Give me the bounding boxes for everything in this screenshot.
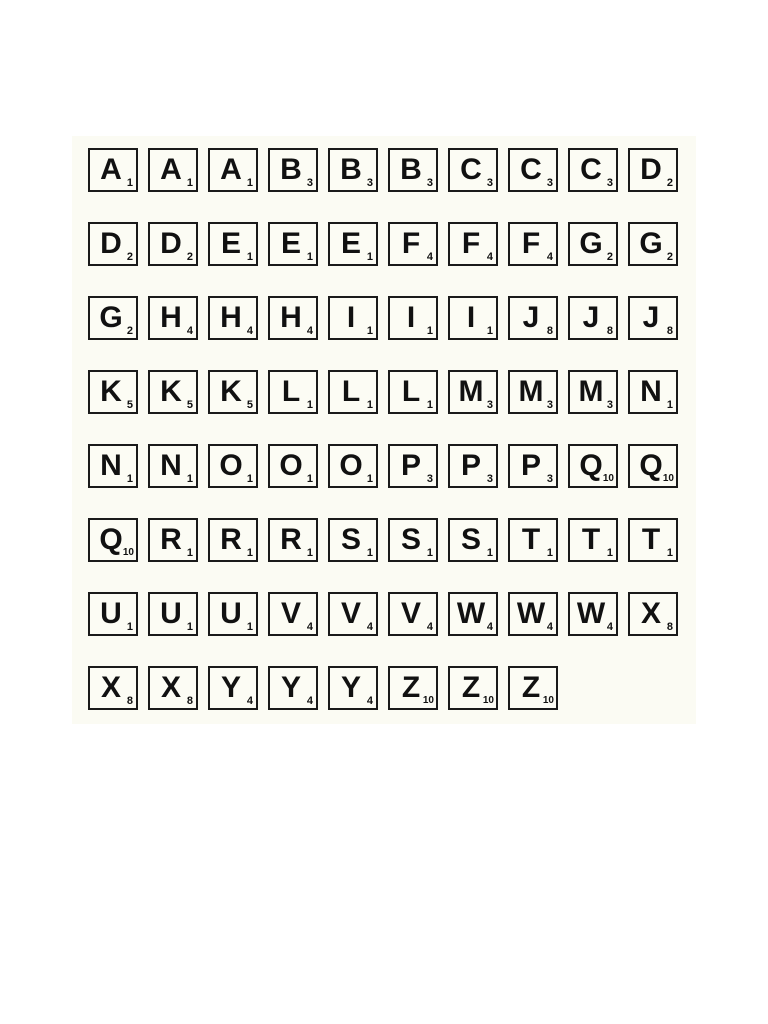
- tile-letter: G: [639, 227, 663, 260]
- tile-points: 1: [126, 621, 133, 633]
- letter-tile: [88, 666, 138, 710]
- tile-letter: D: [160, 227, 182, 260]
- letter-tile: [148, 222, 198, 266]
- tile-letter: B: [400, 153, 422, 186]
- letter-tile: [88, 296, 138, 340]
- letter-tile: [328, 666, 378, 710]
- letter-tile: [388, 296, 438, 340]
- letter-tile: [628, 592, 678, 636]
- letter-tile: [508, 666, 558, 710]
- tile-points: 2: [126, 251, 133, 263]
- letter-tile: [388, 148, 438, 192]
- tile-points: 3: [546, 177, 553, 189]
- tile-points: 3: [606, 177, 613, 189]
- tile-points: 4: [366, 621, 373, 633]
- tile-letter: W: [516, 597, 546, 630]
- tile-points: 8: [126, 695, 133, 707]
- letter-tile: [88, 592, 138, 636]
- tile-points: 1: [366, 473, 373, 485]
- tile-letter: K: [220, 375, 242, 408]
- tile-points: 1: [126, 177, 133, 189]
- letter-tile: [268, 518, 318, 562]
- tile-points: 1: [246, 547, 253, 559]
- tile-points: 3: [486, 399, 493, 411]
- tile-letter: J: [522, 301, 540, 334]
- tile-points: 1: [606, 547, 613, 559]
- tile-letter: R: [160, 523, 182, 556]
- letter-tile: [268, 444, 318, 488]
- letter-tile: [208, 444, 258, 488]
- letter-tile: [208, 592, 258, 636]
- tile-points: 1: [246, 251, 253, 263]
- tile-letter: U: [100, 597, 122, 630]
- tile-letter: Q: [99, 523, 123, 556]
- tile-letter: B: [340, 153, 362, 186]
- letter-tile: [388, 222, 438, 266]
- tile-points: 4: [426, 621, 433, 633]
- tile-points: 1: [426, 547, 433, 559]
- tile-points: 1: [306, 547, 313, 559]
- tile-points: 3: [546, 473, 553, 485]
- tile-points: 1: [486, 547, 493, 559]
- tile-points: 1: [666, 399, 673, 411]
- letter-tile: [148, 666, 198, 710]
- letter-tile: [628, 518, 678, 562]
- tile-points: 4: [606, 621, 613, 633]
- tile-letter: M: [578, 375, 604, 408]
- tile-letter: V: [340, 597, 361, 630]
- tile-points: 1: [546, 547, 553, 559]
- letter-tile: [328, 518, 378, 562]
- tile-letter: L: [281, 375, 301, 408]
- tile-points: 4: [246, 695, 253, 707]
- tile-letter: N: [640, 375, 662, 408]
- letter-tile: [328, 444, 378, 488]
- tile-points: 10: [662, 473, 674, 484]
- tile-points: 1: [246, 621, 253, 633]
- tile-letter: B: [280, 153, 302, 186]
- letter-tile: [448, 592, 498, 636]
- tile-letter: F: [461, 227, 481, 260]
- tile-points: 1: [426, 325, 433, 337]
- letter-tile: [328, 370, 378, 414]
- letter-tile: [508, 444, 558, 488]
- letter-tile: [328, 296, 378, 340]
- tile-letter: P: [460, 449, 481, 482]
- letter-tile: [208, 296, 258, 340]
- letter-tile: [88, 148, 138, 192]
- tile-letter: C: [520, 153, 542, 186]
- tile-points: 3: [546, 399, 553, 411]
- tile-points: 5: [246, 399, 253, 411]
- tile-points: 4: [426, 251, 433, 263]
- tile-points: 5: [126, 399, 133, 411]
- tile-points: 8: [186, 695, 193, 707]
- letter-tile: [88, 518, 138, 562]
- letter-tile: [628, 296, 678, 340]
- tile-letter: T: [581, 523, 601, 556]
- letter-tile: [448, 666, 498, 710]
- letter-tile: [208, 370, 258, 414]
- tile-points: 1: [666, 547, 673, 559]
- letter-tile: [268, 592, 318, 636]
- letter-tile: [148, 296, 198, 340]
- letter-tile: [568, 148, 618, 192]
- tile-letter: P: [520, 449, 541, 482]
- tile-letter: Q: [579, 449, 603, 482]
- tile-points: 10: [422, 695, 434, 706]
- tile-letter: X: [640, 597, 661, 630]
- tile-letter: D: [640, 153, 662, 186]
- tile-letter: M: [458, 375, 484, 408]
- letter-tile: [388, 592, 438, 636]
- tile-letter: C: [580, 153, 602, 186]
- tile-points: 3: [486, 177, 493, 189]
- tile-letter: A: [220, 153, 242, 186]
- tile-points: 3: [366, 177, 373, 189]
- tile-letter: O: [219, 449, 243, 482]
- tile-letter: R: [220, 523, 242, 556]
- tile-points: 10: [602, 473, 614, 484]
- letter-tile: [628, 370, 678, 414]
- tile-letter: J: [642, 301, 660, 334]
- tile-points: 4: [246, 325, 253, 337]
- tile-points: 3: [426, 177, 433, 189]
- tile-letter: H: [160, 301, 182, 334]
- tile-letter: N: [100, 449, 122, 482]
- tile-letter: V: [400, 597, 421, 630]
- tile-letter: Y: [340, 671, 361, 704]
- tile-letter: K: [160, 375, 182, 408]
- tile-letter: A: [160, 153, 182, 186]
- tile-points: 4: [546, 621, 553, 633]
- letter-tile: [628, 222, 678, 266]
- letter-tile: [508, 296, 558, 340]
- tile-points: 4: [546, 251, 553, 263]
- letter-tile: [568, 444, 618, 488]
- letter-tile: [508, 222, 558, 266]
- tile-points: 2: [126, 325, 133, 337]
- letter-tile: [388, 518, 438, 562]
- letter-tile: [568, 592, 618, 636]
- letter-tile: [88, 444, 138, 488]
- tile-letter: Z: [461, 671, 481, 704]
- letter-tile: [148, 518, 198, 562]
- tile-points: 10: [482, 695, 494, 706]
- letter-tile: [208, 518, 258, 562]
- tile-points: 10: [542, 695, 554, 706]
- letter-tile: [448, 444, 498, 488]
- tile-points: 2: [666, 251, 673, 263]
- tile-letter: D: [100, 227, 122, 260]
- tile-letter: Z: [521, 671, 541, 704]
- letter-tile: [148, 370, 198, 414]
- tile-letter: S: [460, 523, 481, 556]
- tile-points: 4: [186, 325, 193, 337]
- tile-letter: F: [521, 227, 541, 260]
- tile-letter: X: [160, 671, 181, 704]
- tile-letter: R: [280, 523, 302, 556]
- tile-points: 5: [186, 399, 193, 411]
- tile-letter: X: [100, 671, 121, 704]
- tile-letter: L: [341, 375, 361, 408]
- tile-letter: Z: [401, 671, 421, 704]
- letter-tile: [268, 148, 318, 192]
- letter-tile: [148, 148, 198, 192]
- tile-letter: F: [401, 227, 421, 260]
- tile-letter: L: [401, 375, 421, 408]
- tile-letter: W: [456, 597, 486, 630]
- tile-letter: P: [400, 449, 421, 482]
- letter-tile: [508, 148, 558, 192]
- letter-tile: [568, 370, 618, 414]
- tile-points: 4: [486, 621, 493, 633]
- tile-letter: M: [518, 375, 544, 408]
- tile-points: 4: [306, 325, 313, 337]
- tile-letter: I: [466, 301, 476, 334]
- tile-points: 8: [666, 621, 673, 633]
- tile-letter: S: [400, 523, 421, 556]
- tile-letter: O: [339, 449, 363, 482]
- tile-points: 1: [126, 473, 133, 485]
- tile-points: 1: [186, 547, 193, 559]
- tile-letter: W: [576, 597, 606, 630]
- letter-tile: [508, 370, 558, 414]
- tile-points: 8: [546, 325, 553, 337]
- tile-letter: J: [582, 301, 600, 334]
- tile-points: 1: [306, 251, 313, 263]
- letter-tile: [268, 296, 318, 340]
- letter-tile: [628, 444, 678, 488]
- tile-points: 1: [246, 177, 253, 189]
- tile-points: 4: [486, 251, 493, 263]
- letter-tile: [88, 222, 138, 266]
- tile-points: 1: [366, 399, 373, 411]
- letter-tile: [448, 296, 498, 340]
- tile-points: 4: [306, 695, 313, 707]
- letter-tile: [208, 666, 258, 710]
- tile-letter: T: [521, 523, 541, 556]
- tile-letter: I: [406, 301, 416, 334]
- tile-letter: I: [346, 301, 356, 334]
- tile-letter: N: [160, 449, 182, 482]
- tile-letter: V: [280, 597, 301, 630]
- tile-points: 1: [186, 177, 193, 189]
- tile-points: 4: [306, 621, 313, 633]
- tile-points: 1: [186, 473, 193, 485]
- tile-letter: U: [220, 597, 242, 630]
- letter-tile: [88, 370, 138, 414]
- tile-letter: T: [641, 523, 661, 556]
- letter-tile: [268, 370, 318, 414]
- tile-letter: H: [220, 301, 242, 334]
- tile-letter: G: [579, 227, 603, 260]
- letter-tile: [328, 222, 378, 266]
- tile-points: 2: [186, 251, 193, 263]
- tile-points: 1: [366, 325, 373, 337]
- letter-tile: [388, 666, 438, 710]
- letter-tile: [328, 592, 378, 636]
- tile-points: 1: [306, 473, 313, 485]
- tile-letter: G: [99, 301, 123, 334]
- tile-points: 3: [486, 473, 493, 485]
- tile-points: 3: [606, 399, 613, 411]
- letter-tile: [448, 222, 498, 266]
- letter-tile: [208, 148, 258, 192]
- letter-tile: [388, 444, 438, 488]
- letter-tile: [508, 518, 558, 562]
- tile-letter: Y: [280, 671, 301, 704]
- tile-letter: H: [280, 301, 302, 334]
- tile-points: 2: [606, 251, 613, 263]
- tile-letter: C: [460, 153, 482, 186]
- tile-points: 4: [366, 695, 373, 707]
- tile-letter: Y: [220, 671, 241, 704]
- tile-letter: S: [340, 523, 361, 556]
- letter-tile: [328, 148, 378, 192]
- letter-tile: [568, 518, 618, 562]
- letter-tile: [208, 222, 258, 266]
- letter-tile: [448, 518, 498, 562]
- tile-letter: K: [100, 375, 122, 408]
- tile-points: 1: [306, 399, 313, 411]
- tile-points: 1: [246, 473, 253, 485]
- tile-letter: E: [280, 227, 301, 260]
- tile-points: 8: [606, 325, 613, 337]
- letter-tile: [628, 148, 678, 192]
- tile-points: 1: [486, 325, 493, 337]
- letter-tile: [448, 370, 498, 414]
- tile-points: 3: [426, 473, 433, 485]
- tile-points: 1: [366, 251, 373, 263]
- tile-letter: Q: [639, 449, 663, 482]
- letter-tile: [388, 370, 438, 414]
- tile-sheet: [72, 136, 696, 724]
- letter-tile: [508, 592, 558, 636]
- tile-letter: E: [340, 227, 361, 260]
- tile-points: 8: [666, 325, 673, 337]
- tile-letter: U: [160, 597, 182, 630]
- letter-tile: [148, 592, 198, 636]
- tile-letter: E: [220, 227, 241, 260]
- letter-tile: [268, 666, 318, 710]
- tile-letter: A: [100, 153, 122, 186]
- letter-tile: [448, 148, 498, 192]
- tile-points: 1: [426, 399, 433, 411]
- letter-tile: [568, 296, 618, 340]
- tile-points: 10: [122, 547, 134, 558]
- tile-points: 3: [306, 177, 313, 189]
- tile-letter: O: [279, 449, 303, 482]
- letter-tile: [148, 444, 198, 488]
- letter-tile: [568, 222, 618, 266]
- tile-points: 1: [366, 547, 373, 559]
- tile-points: 2: [666, 177, 673, 189]
- tile-points: 1: [186, 621, 193, 633]
- letter-tile: [268, 222, 318, 266]
